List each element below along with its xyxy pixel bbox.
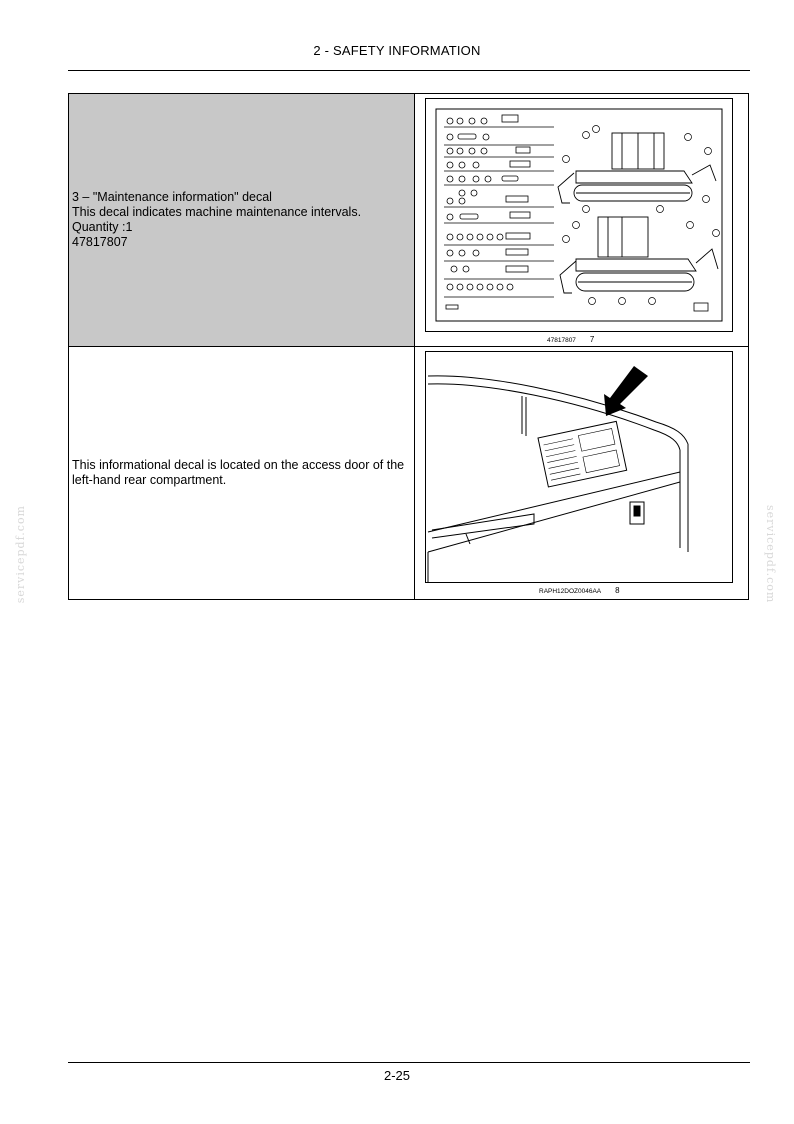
decal-purpose: This decal indicates machine maintenance intervals. (72, 205, 362, 219)
figure-number: 8 (615, 586, 620, 595)
figure-code: 47817807 (547, 337, 576, 344)
decal-title: 3 – "Maintenance information" decal (72, 190, 272, 204)
arrow-indicator-icon (604, 366, 648, 416)
maintenance-decal-illustration (426, 99, 732, 331)
decal-row-location (69, 347, 748, 599)
decal-location-figure (425, 351, 733, 583)
decal-description (69, 94, 415, 346)
decal-row-maintenance (69, 94, 748, 347)
decal-table (68, 93, 749, 600)
figure-cell-maintenance (415, 94, 748, 346)
maintenance-decal-figure (425, 98, 733, 332)
decal-part-number: 47817807 (72, 235, 128, 249)
footer-rule (68, 1062, 750, 1063)
figure-caption-8 (539, 586, 620, 595)
watermark-left: servicepdf.com (14, 505, 27, 604)
figure-caption-7 (547, 335, 594, 344)
decal-location-marker (538, 421, 627, 487)
header-rule (68, 70, 750, 71)
watermark-right: servicepdf.com (764, 505, 777, 604)
page-number: 2-25 (383, 1068, 411, 1083)
page-header-title: 2 - SAFETY INFORMATION (313, 43, 481, 58)
decal-location-text: This informational decal is located on the access door of the left-hand rear compartment. (72, 458, 405, 487)
figure-cell-location (415, 347, 748, 599)
figure-number: 7 (589, 335, 595, 344)
access-door-illustration (426, 352, 732, 582)
figure-code: RAPH12DOZ0046AA (539, 588, 602, 595)
decal-location-description (69, 347, 415, 599)
decal-quantity: Quantity :1 (72, 220, 133, 234)
